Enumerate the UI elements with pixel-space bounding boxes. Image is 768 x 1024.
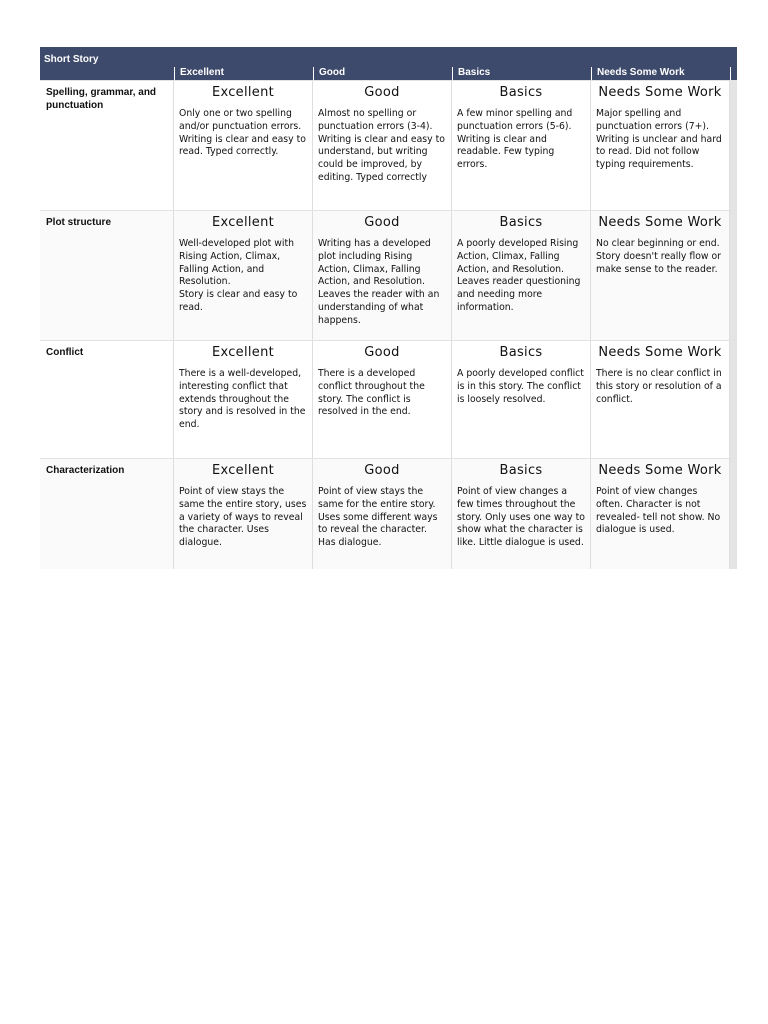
rubric-cell <box>174 341 313 458</box>
header-excellent: Excellent <box>174 67 313 80</box>
row-edge <box>730 341 737 458</box>
header-row <box>40 67 737 80</box>
cell-description: Almost no spelling or punctuation errors (3-4). Writing is clear and easy to understand, but writing could be improved, by editing. Typed correctly <box>318 108 445 183</box>
rubric-cell <box>591 341 730 458</box>
rubric-cell <box>313 341 452 458</box>
level-heading: Good <box>364 345 400 360</box>
rubric-cell <box>452 459 591 569</box>
rubric-cell <box>591 459 730 569</box>
rubric-title: Short Story <box>40 47 737 67</box>
cell-description: A few minor spelling and punctuation errors (5-6). Writing is clear and readable. Few typing errors. <box>457 108 573 171</box>
level-heading: Excellent <box>211 463 275 478</box>
row-edge <box>730 211 737 340</box>
rubric-cell <box>591 81 730 210</box>
row-edge <box>730 81 737 210</box>
level-heading: Good <box>364 85 400 100</box>
rubric-cell <box>452 81 591 210</box>
level-heading: Needs Some Work <box>598 463 722 478</box>
row-label: Characterization <box>40 459 174 569</box>
row-label: Spelling, grammar, and punctuation <box>40 81 174 210</box>
header-needs-some-work: Needs Some Work <box>591 67 730 80</box>
cell-description: Point of view stays the same the entire story, uses a variety of ways to reveal the character. Uses dialogue. <box>179 486 307 549</box>
row-label: Conflict <box>40 341 174 458</box>
level-heading: Good <box>364 215 400 230</box>
level-heading: Basics <box>499 463 543 478</box>
header-basics: Basics <box>452 67 591 80</box>
cell-description: Writing has a developed plot including Rising Action, Climax, Falling Action, and Resolution. Leaves the reader with an understanding of what happens. <box>318 238 440 326</box>
cell-description: Only one or two spelling and/or punctuation errors. Writing is clear and easy to read. Typed correctly. <box>179 108 306 158</box>
rubric-cell <box>591 211 730 340</box>
rubric-cell <box>174 459 313 569</box>
header-edge <box>730 67 737 80</box>
rubric-cell <box>313 81 452 210</box>
level-heading: Good <box>364 463 400 478</box>
rubric-cell <box>313 211 452 340</box>
cell-description: Well-developed plot with Rising Action, Climax, Falling Action, and Resolution. Story is clear and easy to read. <box>179 238 298 313</box>
level-heading: Excellent <box>211 85 275 100</box>
level-heading: Excellent <box>211 215 275 230</box>
rubric-table <box>40 47 737 569</box>
cell-description: Point of view changes a few times throughout the story. Only uses one way to show what the character is like. Little dialogue is used. <box>457 486 585 549</box>
table-row <box>40 80 737 210</box>
level-heading: Needs Some Work <box>598 215 722 230</box>
cell-description: There is no clear conflict in this story or resolution of a conflict. <box>596 368 722 405</box>
row-label: Plot structure <box>40 211 174 340</box>
cell-description: There is a well-developed, interesting conflict that extends throughout the story and is resolved in the end. <box>179 368 306 431</box>
header-corner <box>40 67 174 80</box>
cell-description: No clear beginning or end. Story doesn't really flow or make sense to the reader. <box>596 238 721 275</box>
level-heading: Needs Some Work <box>598 85 722 100</box>
header-good: Good <box>313 67 452 80</box>
level-heading: Excellent <box>211 345 275 360</box>
level-heading: Basics <box>499 215 543 230</box>
rubric-cell <box>452 211 591 340</box>
cell-description: Point of view changes often. Character is not revealed- tell not show. No dialogue is used. <box>596 486 721 536</box>
cell-description: Major spelling and punctuation errors (7+). Writing is unclear and hard to read. Did not follow typing requirements. <box>596 108 722 171</box>
level-heading: Basics <box>499 345 543 360</box>
cell-description: Point of view stays the same for the entire story. Uses some different ways to reveal the character. Has dialogue. <box>318 486 438 549</box>
rubric-cell <box>452 341 591 458</box>
row-edge <box>730 459 737 569</box>
cell-description: A poorly developed conflict is in this story. The conflict is loosely resolved. <box>457 368 584 405</box>
rubric-cell <box>313 459 452 569</box>
rubric-cell <box>174 211 313 340</box>
level-heading: Basics <box>499 85 543 100</box>
table-row <box>40 340 737 458</box>
level-heading: Needs Some Work <box>598 345 722 360</box>
table-row <box>40 210 737 340</box>
table-row <box>40 458 737 569</box>
rubric-cell <box>174 81 313 210</box>
cell-description: There is a developed conflict throughout the story. The conflict is resolved in the end. <box>318 368 425 418</box>
cell-description: A poorly developed Rising Action, Climax, Falling Action, and Resolution. Leaves reader questioning and needing more information. <box>457 238 581 313</box>
